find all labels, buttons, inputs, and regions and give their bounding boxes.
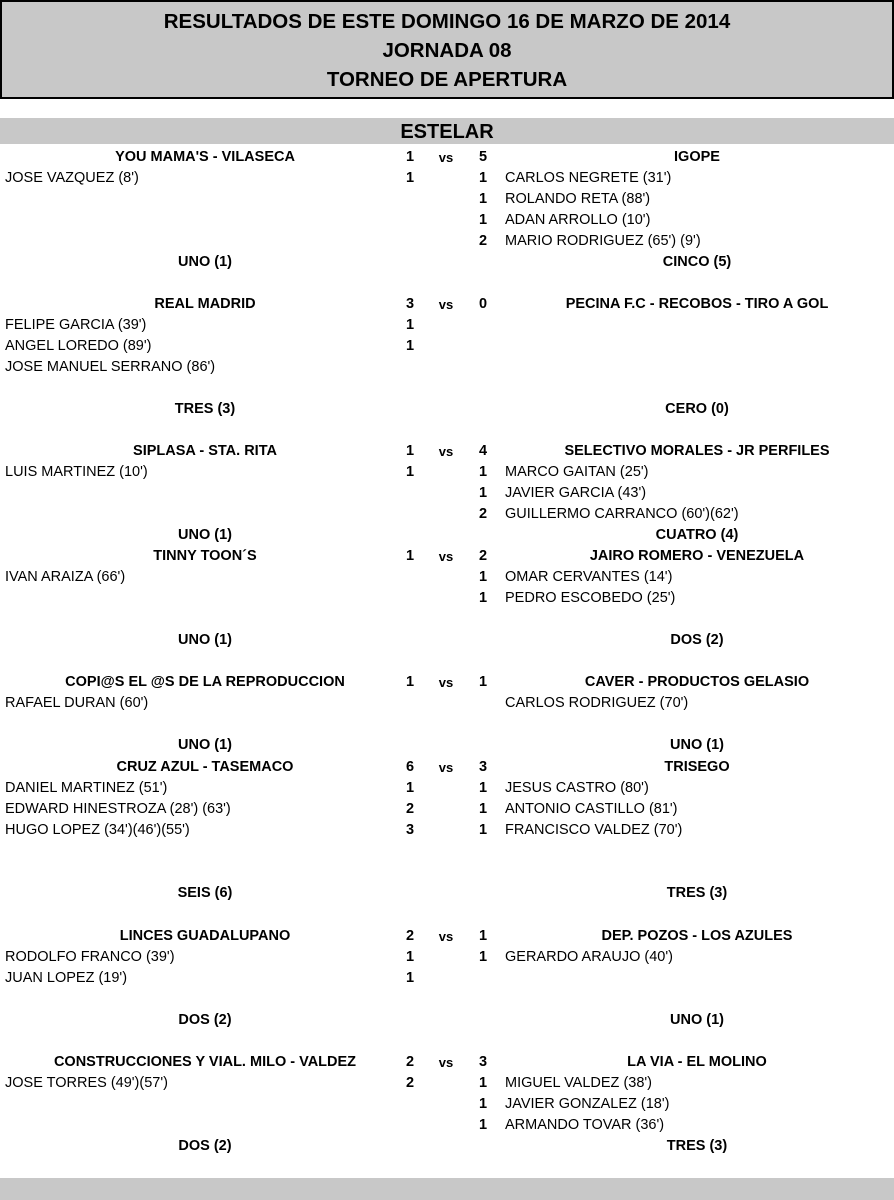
home-scorer-name: DANIEL MARTINEZ (51') — [5, 780, 168, 796]
home-scorer-name: RAFAEL DURAN (60') — [5, 695, 149, 711]
home-scorer-name: FELIPE GARCIA (39') — [5, 317, 147, 333]
home-scorer-name: JOSE TORRES (49')(57') — [5, 1075, 168, 1091]
home-scorer-goals: 1 — [405, 780, 415, 796]
home-scorer-goals: 2 — [405, 1075, 415, 1091]
away-scorer-name: JAVIER GONZALEZ (18') — [505, 1096, 670, 1112]
vs-label: vs — [438, 444, 454, 459]
home-score-words: UNO (1) — [178, 737, 232, 753]
away-score: 2 — [478, 548, 488, 564]
away-scorer-goals: 1 — [478, 1075, 488, 1091]
away-score: 1 — [478, 928, 488, 944]
home-score: 1 — [405, 548, 415, 564]
away-scorer-name: JESUS CASTRO (80') — [505, 780, 649, 796]
away-team: PECINA F.C - RECOBOS - TIRO A GOL — [565, 296, 829, 312]
away-score: 4 — [478, 443, 488, 459]
home-scorer-name: JUAN LOPEZ (19') — [5, 970, 128, 986]
away-score: 3 — [478, 759, 488, 775]
home-scorer-goals: 2 — [405, 801, 415, 817]
away-score-words: UNO (1) — [670, 1012, 724, 1028]
vs-label: vs — [438, 549, 454, 564]
home-score-words: SEIS (6) — [177, 885, 233, 901]
vs-label: vs — [438, 929, 454, 944]
away-team: LA VIA - EL MOLINO — [627, 1054, 767, 1070]
away-scorer-goals: 1 — [478, 464, 488, 480]
home-team: TINNY TOON´S — [153, 548, 257, 564]
section-title: ESTELAR — [0, 118, 894, 144]
away-team: IGOPE — [674, 149, 720, 165]
away-score: 0 — [478, 296, 488, 312]
home-scorer-name: EDWARD HINESTROZA (28') (63') — [5, 801, 231, 817]
away-score: 1 — [478, 674, 488, 690]
away-score-words: TRES (3) — [666, 1138, 728, 1154]
away-scorer-name: ROLANDO RETA (88') — [505, 191, 651, 207]
away-scorer-name: GERARDO ARAUJO (40') — [505, 949, 673, 965]
away-scorer-goals: 1 — [478, 801, 488, 817]
away-scorer-goals: 1 — [478, 590, 488, 606]
away-team: JAIRO ROMERO - VENEZUELA — [589, 548, 805, 564]
away-scorer-name: PEDRO ESCOBEDO (25') — [505, 590, 676, 606]
away-scorer-goals: 2 — [478, 233, 488, 249]
away-scorer-goals: 2 — [478, 506, 488, 522]
away-scorer-name: JAVIER GARCIA (43') — [505, 485, 647, 501]
away-team: DEP. POZOS - LOS AZULES — [601, 928, 793, 944]
home-score: 1 — [405, 443, 415, 459]
away-scorer-goals: 1 — [478, 1117, 488, 1133]
away-scorer-name: MARCO GAITAN (25') — [505, 464, 649, 480]
away-team: CAVER - PRODUCTOS GELASIO — [584, 674, 810, 690]
away-scorer-goals: 1 — [478, 569, 488, 585]
away-score-words: DOS (2) — [670, 632, 724, 648]
away-score-words: CUATRO (4) — [655, 527, 739, 543]
away-score-words: UNO (1) — [670, 737, 724, 753]
home-team: CRUZ AZUL - TASEMACO — [116, 759, 294, 775]
home-score-words: TRES (3) — [174, 401, 236, 417]
away-scorer-name: MIGUEL VALDEZ (38') — [505, 1075, 652, 1091]
home-scorer-name: HUGO LOPEZ (34')(46')(55') — [5, 822, 190, 838]
away-scorer-name: MARIO RODRIGUEZ (65') (9') — [505, 233, 701, 249]
home-scorer-goals: 1 — [405, 170, 415, 186]
home-scorer-goals: 1 — [405, 949, 415, 965]
away-scorer-name: FRANCISCO VALDEZ (70') — [505, 822, 683, 838]
vs-label: vs — [438, 760, 454, 775]
away-scorer-name: GUILLERMO CARRANCO (60')(62') — [505, 506, 739, 522]
away-scorer-name: CARLOS RODRIGUEZ (70') — [505, 695, 689, 711]
away-team: TRISEGO — [664, 759, 730, 775]
away-score: 5 — [478, 149, 488, 165]
home-scorer-name: JOSE VAZQUEZ (8') — [5, 170, 139, 186]
away-scorer-name: ANTONIO CASTILLO (81') — [505, 801, 678, 817]
home-scorer-goals: 1 — [405, 464, 415, 480]
header-tournament: TORNEO DE APERTURA — [326, 68, 568, 91]
home-team: SIPLASA - STA. RITA — [133, 443, 277, 459]
vs-label: vs — [438, 150, 454, 165]
away-scorer-name: ADAN ARROLLO (10') — [505, 212, 651, 228]
home-score: 2 — [405, 1054, 415, 1070]
away-scorer-goals: 1 — [478, 949, 488, 965]
home-score-words: DOS (2) — [178, 1138, 232, 1154]
vs-label: vs — [438, 1055, 454, 1070]
home-score: 1 — [405, 674, 415, 690]
home-scorer-goals: 3 — [405, 822, 415, 838]
home-team: YOU MAMA'S - VILASECA — [115, 149, 295, 165]
home-scorer-name: JOSE MANUEL SERRANO (86') — [5, 359, 216, 375]
home-team: COPI@S EL @S DE LA REPRODUCCION — [65, 674, 345, 690]
home-score: 2 — [405, 928, 415, 944]
away-score-words: CINCO (5) — [662, 254, 732, 270]
away-score: 3 — [478, 1054, 488, 1070]
away-scorer-goals: 1 — [478, 1096, 488, 1112]
home-team: LINCES GUADALUPANO — [119, 928, 291, 944]
away-scorer-goals: 1 — [478, 212, 488, 228]
home-score-words: DOS (2) — [178, 1012, 232, 1028]
away-scorer-goals: 1 — [478, 822, 488, 838]
away-scorer-goals: 1 — [478, 191, 488, 207]
home-score-words: UNO (1) — [178, 254, 232, 270]
away-score-words: TRES (3) — [666, 885, 728, 901]
away-scorer-goals: 1 — [478, 170, 488, 186]
away-scorer-name: ARMANDO TOVAR (36') — [505, 1117, 665, 1133]
home-score: 1 — [405, 149, 415, 165]
vs-label: vs — [438, 675, 454, 690]
home-score-words: UNO (1) — [178, 527, 232, 543]
away-scorer-goals: 1 — [478, 485, 488, 501]
home-scorer-name: LUIS MARTINEZ (10') — [5, 464, 148, 480]
results-header — [0, 0, 894, 99]
home-scorer-name: IVAN ARAIZA (66') — [5, 569, 126, 585]
away-scorer-goals: 1 — [478, 780, 488, 796]
home-score-words: UNO (1) — [178, 632, 232, 648]
away-scorer-name: CARLOS NEGRETE (31') — [505, 170, 672, 186]
header-round: JORNADA 08 — [382, 39, 512, 62]
home-scorer-goals: 1 — [405, 317, 415, 333]
away-team: SELECTIVO MORALES - JR PERFILES — [564, 443, 830, 459]
home-scorer-goals: 1 — [405, 970, 415, 986]
home-scorer-name: ANGEL LOREDO (89') — [5, 338, 152, 354]
vs-label: vs — [438, 297, 454, 312]
away-score-words: CERO (0) — [665, 401, 729, 417]
home-score: 3 — [405, 296, 415, 312]
away-scorer-name: OMAR CERVANTES (14') — [505, 569, 673, 585]
home-scorer-name: RODOLFO FRANCO (39') — [5, 949, 175, 965]
home-score: 6 — [405, 759, 415, 775]
footer-bar — [0, 1178, 894, 1200]
home-scorer-goals: 1 — [405, 338, 415, 354]
home-team: CONSTRUCCIONES Y VIAL. MILO - VALDEZ — [53, 1054, 357, 1070]
header-title: RESULTADOS DE ESTE DOMINGO 16 DE MARZO DE 2014 — [163, 10, 731, 33]
home-team: REAL MADRID — [154, 296, 256, 312]
